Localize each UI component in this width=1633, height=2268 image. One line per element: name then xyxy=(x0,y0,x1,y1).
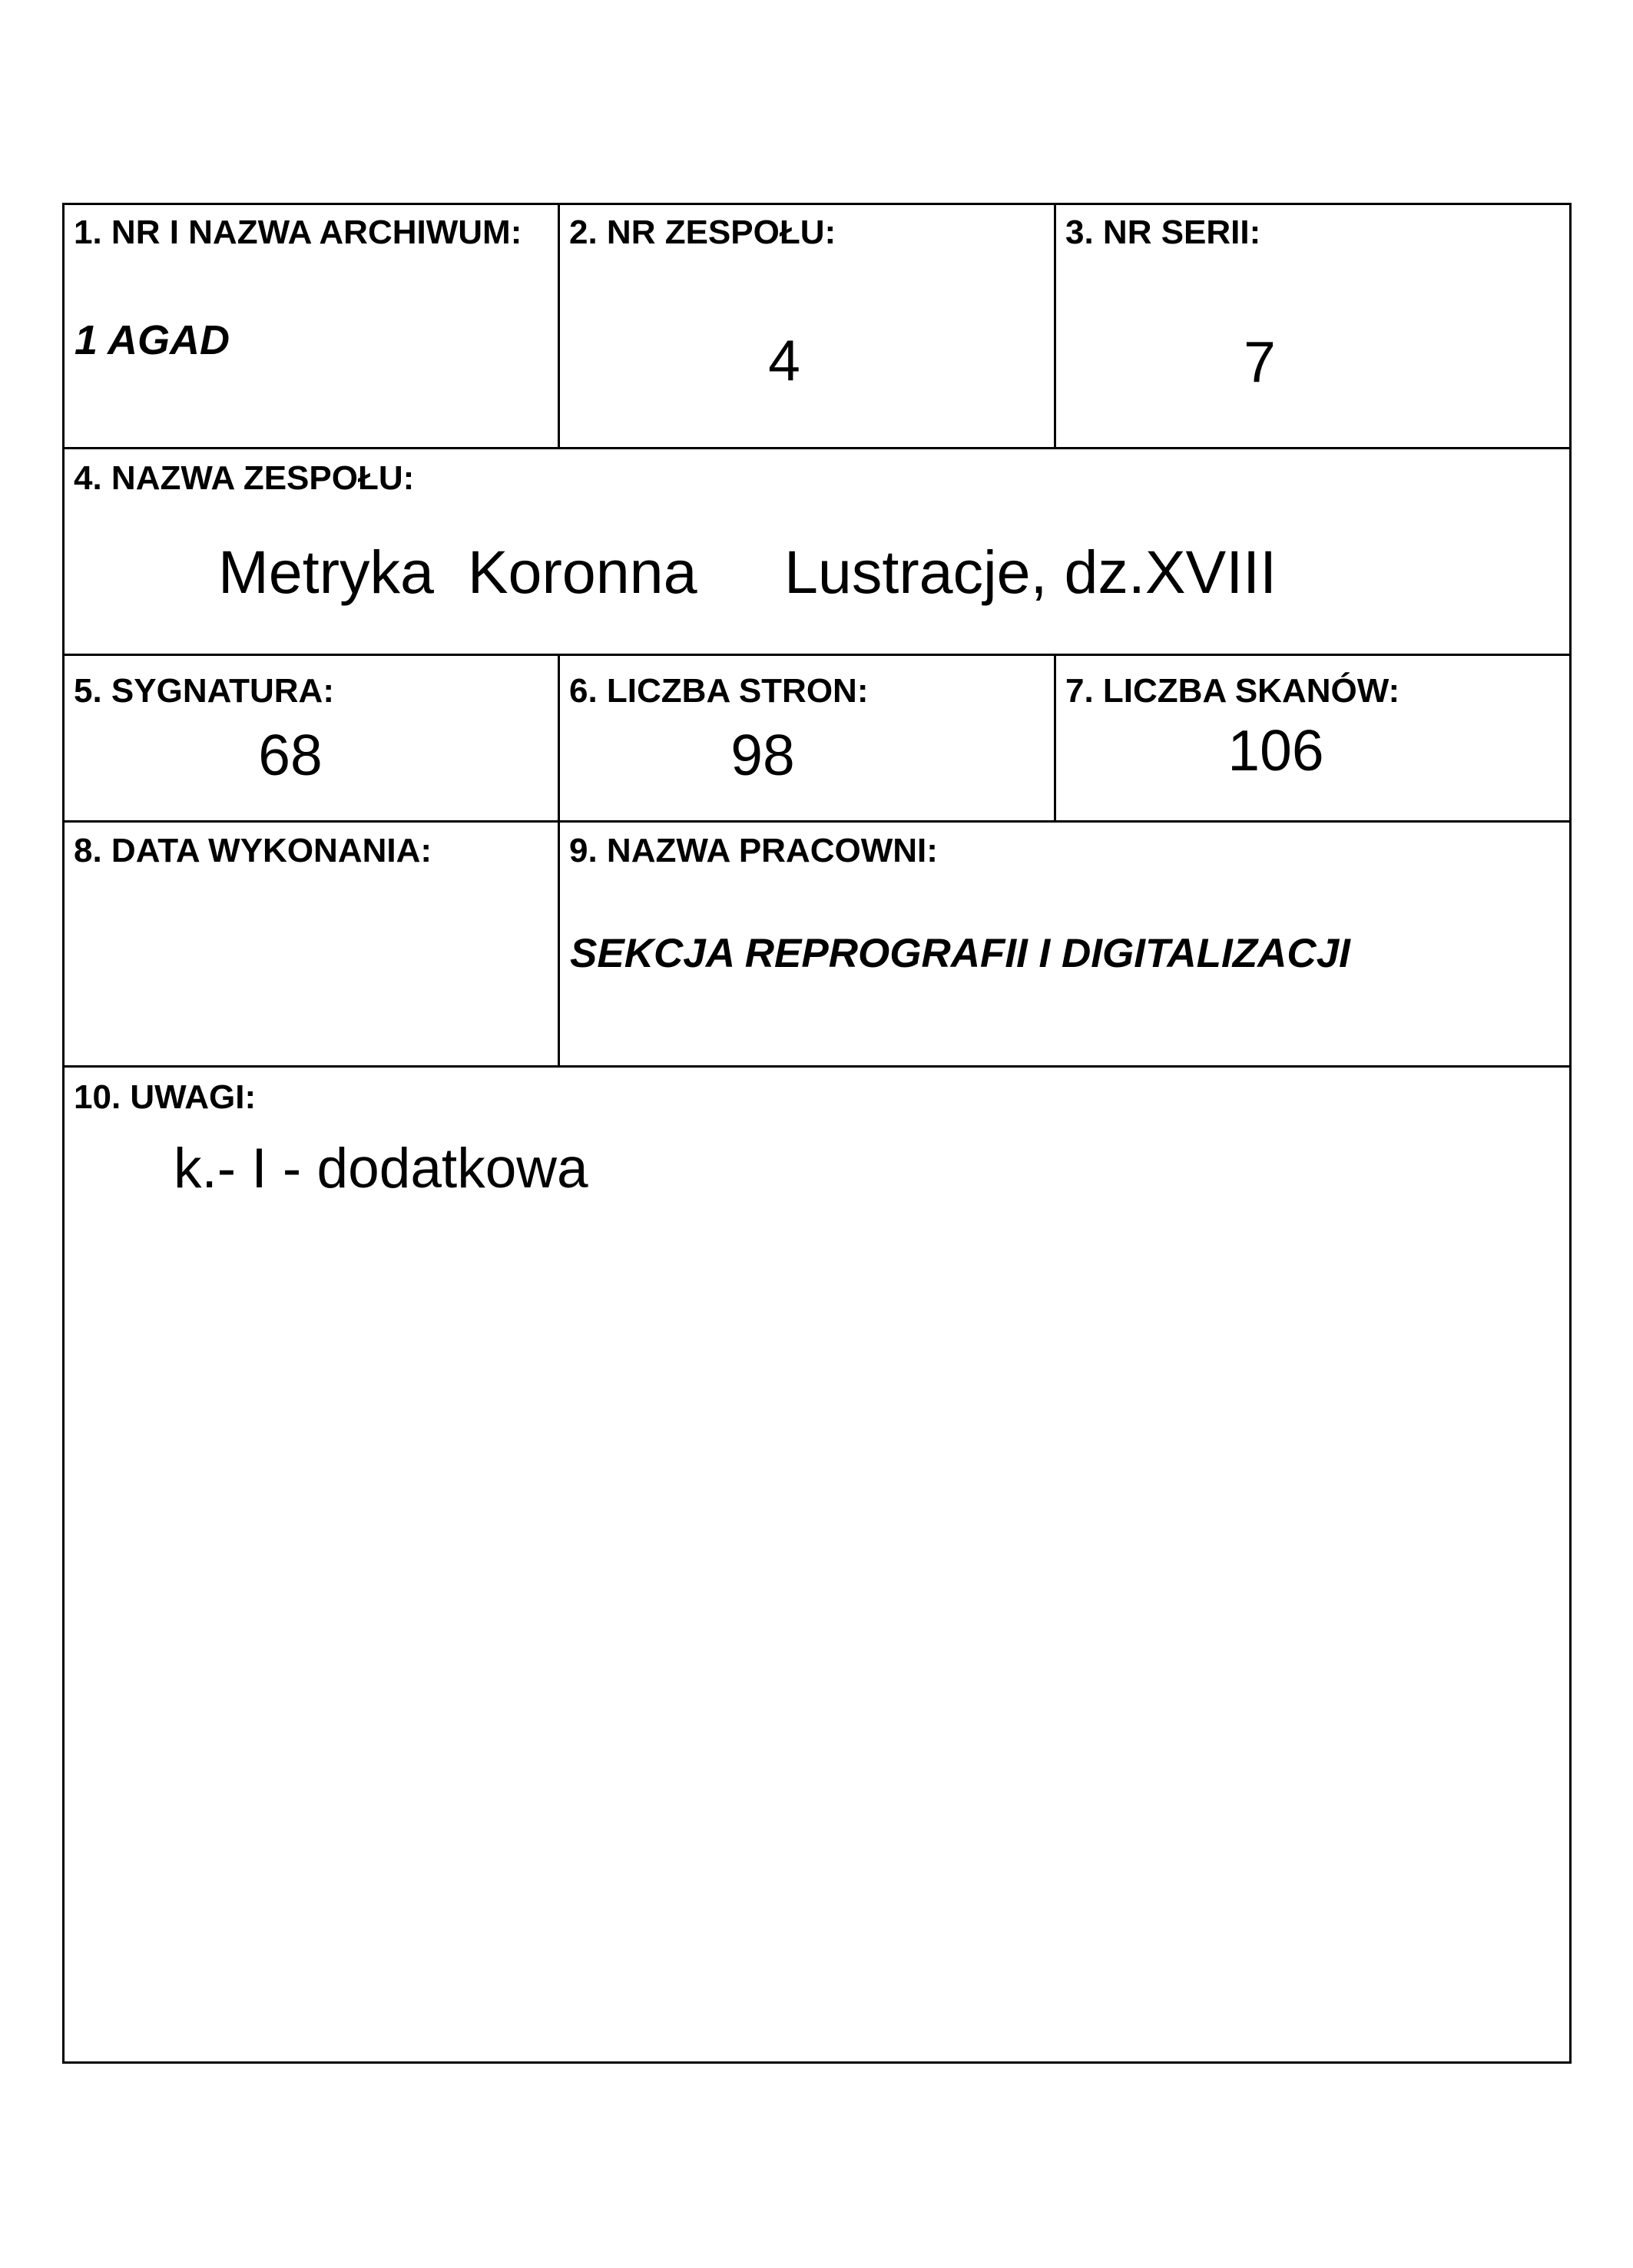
row-divider-2 xyxy=(62,654,1572,656)
scan-count-label: 7. LICZBA SKANÓW: xyxy=(1065,672,1400,710)
workshop-label: 9. NAZWA PRACOWNI: xyxy=(569,832,938,869)
signature-label: 5. SYGNATURA: xyxy=(74,672,334,710)
archive-label: 1. NR I NAZWA ARCHIWUM: xyxy=(74,214,522,251)
table-border-top xyxy=(62,203,1572,205)
scan-count-value: 106 xyxy=(1227,718,1324,783)
notes-value: k.- I - dodatkowa xyxy=(174,1137,588,1200)
date-label: 8. DATA WYKONANIA: xyxy=(74,832,432,869)
col-divider-r1-a xyxy=(558,203,560,449)
table-border-bottom xyxy=(62,2061,1572,2064)
fonds-name-value-part-1: Metryka Koronna xyxy=(218,538,697,606)
row-divider-3 xyxy=(62,820,1572,823)
page-count-value: 98 xyxy=(730,723,795,787)
notes-label: 10. UWAGI: xyxy=(74,1078,257,1116)
table-border-left xyxy=(62,203,65,2064)
fonds-number-label: 2. NR ZESPOŁU: xyxy=(569,214,836,251)
series-number-value: 7 xyxy=(1244,329,1276,394)
workshop-value: SEKCJA REPROGRAFII I DIGITALIZACJI xyxy=(570,931,1350,976)
row-divider-1 xyxy=(62,447,1572,449)
table-border-right xyxy=(1569,203,1572,2064)
col-divider-r4-a xyxy=(558,820,560,1068)
row-divider-4 xyxy=(62,1065,1572,1068)
fonds-name-label: 4. NAZWA ZESPOŁU: xyxy=(74,459,415,497)
fonds-number-value: 4 xyxy=(768,328,800,392)
col-divider-r3-a xyxy=(558,654,560,823)
archive-value: 1 AGAD xyxy=(75,317,230,363)
signature-value: 68 xyxy=(258,723,323,787)
col-divider-r3-b xyxy=(1054,654,1056,823)
series-number-label: 3. NR SERII: xyxy=(1065,214,1261,251)
fonds-name-value-part-2: Lustracje, dz.XVIII xyxy=(784,538,1277,606)
page-count-label: 6. LICZBA STRON: xyxy=(569,672,869,710)
col-divider-r1-b xyxy=(1054,203,1056,449)
